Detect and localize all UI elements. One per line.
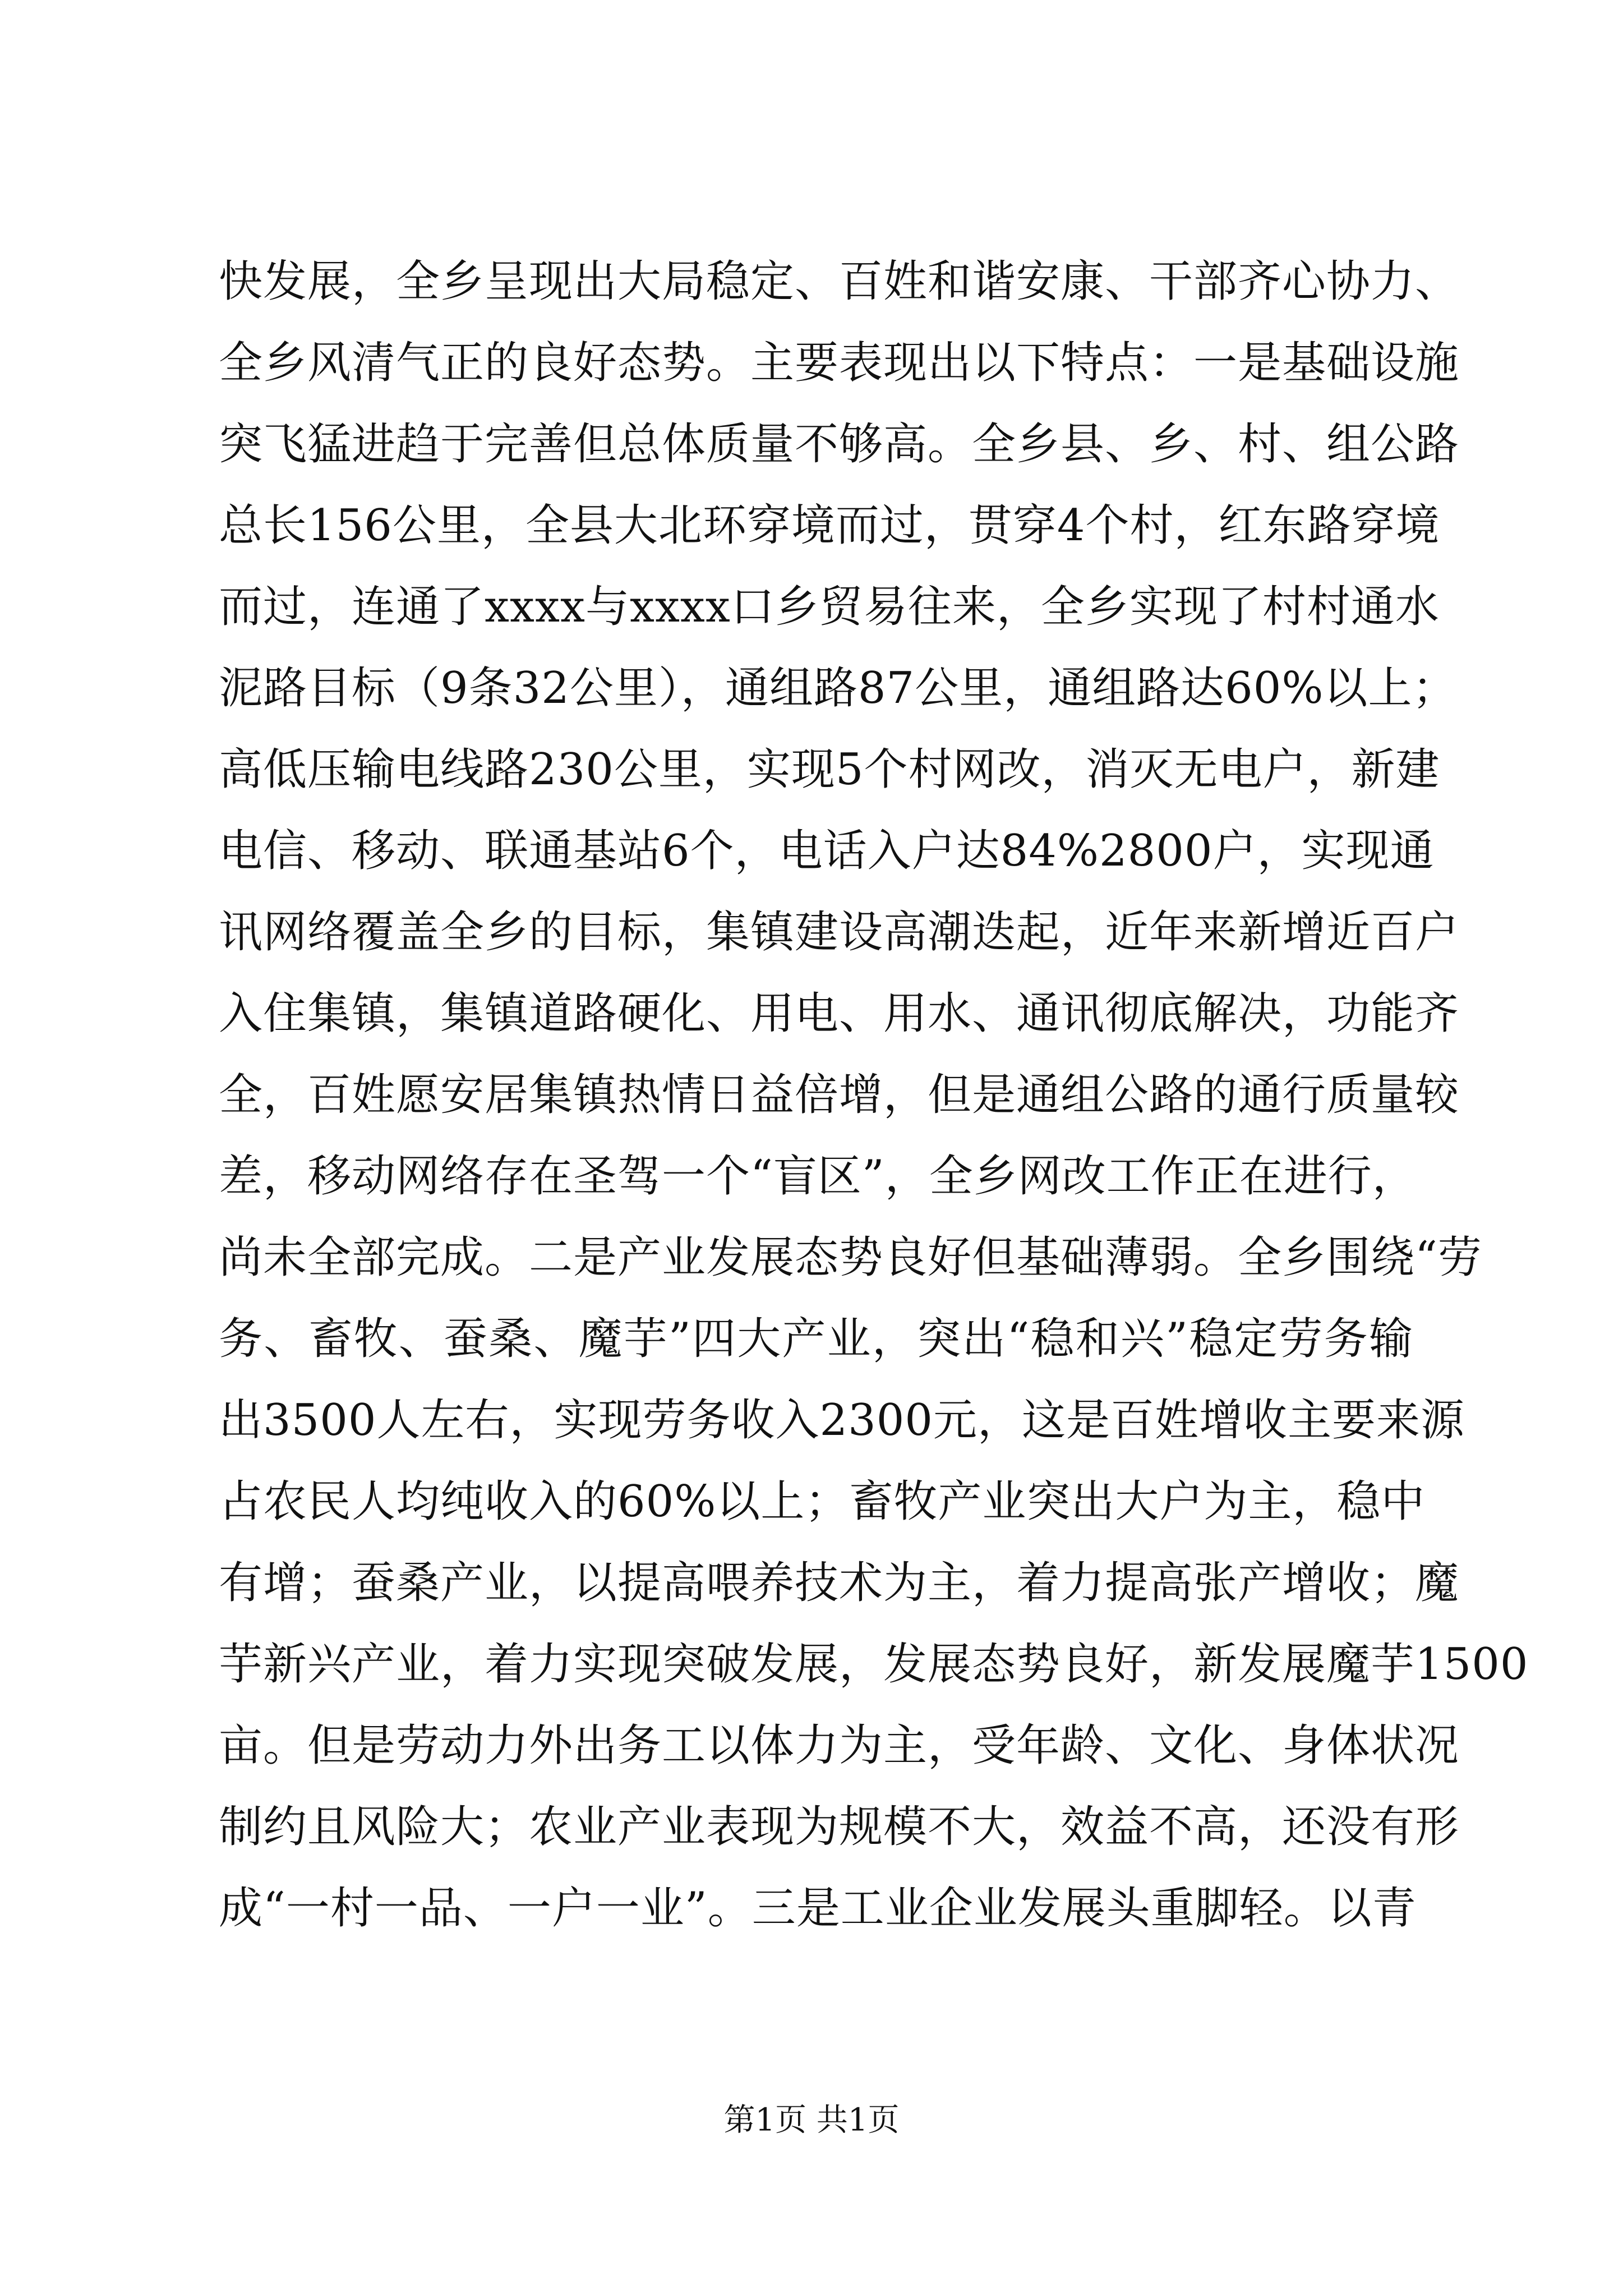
text-line: 制约且风险大；农业产业表现为规模不大，效益不高，还没有形 [219, 1802, 1460, 1852]
text-line: 快发展，全乡呈现出大局稳定、百姓和谐安康、干部齐心协力、 [219, 256, 1460, 307]
text-line: 突飞猛进趋于完善但总体质量不够高。全乡县、乡、村、组公路 [219, 419, 1460, 470]
text-line: 总长156公里，全县大北环穿境而过，贯穿4个村，红东路穿境 [219, 500, 1440, 551]
body-text [219, 241, 1529, 1949]
page-footer [0, 2098, 1623, 2143]
text-line: 亩。但是劳动力外出务工以体力为主，受年龄、文化、身体状况 [219, 1720, 1460, 1771]
text-line: 全，百姓愿安居集镇热情日益倍增，但是通组公路的通行质量较 [219, 1070, 1460, 1120]
page-number-label: 第1页 共1页 [723, 2102, 900, 2138]
text-line: 占农民人均纯收入的60%以上；畜牧产业突出大户为主，稳中 [219, 1476, 1426, 1527]
text-line: 出3500人左右，实现劳务收入2300元，这是百姓增收主要来源 [219, 1395, 1465, 1446]
text-line: 入住集镇，集镇道路硬化、用电、用水、通讯彻底解决，功能齐 [219, 988, 1460, 1039]
text-line: 而过，连通了xxxx与xxxx口乡贸易往来，全乡实现了村村通水 [219, 582, 1440, 632]
text-line: 务、畜牧、蚕桑、魔芋”四大产业，突出“稳和兴”稳定劳务输 [219, 1314, 1413, 1364]
text-line: 高低压输电线路230公里，实现5个村网改，消灭无电户，新建 [219, 744, 1440, 795]
text-line: 差，移动网络存在圣驾一个“盲区”，全乡网改工作正在进行， [219, 1151, 1417, 1202]
text-line: 成“一村一品、一户一业”。三是工业企业发展头重脚轻。以青 [219, 1883, 1417, 1934]
text-line: 泥路目标（9条32公里），通组路87公里，通组路达60%以上； [219, 663, 1457, 714]
text-line: 有增；蚕桑产业，以提高喂养技术为主，着力提高张产增收；魔 [219, 1558, 1460, 1608]
text-line: 讯网络覆盖全乡的目标，集镇建设高潮迭起，近年来新增近百户 [219, 907, 1460, 958]
text-line: 全乡风清气正的良好态势。主要表现出以下特点：一是基础设施 [219, 338, 1460, 388]
text-line: 尚未全部完成。二是产业发展态势良好但基础薄弱。全乡围绕“劳 [219, 1232, 1482, 1283]
text-line: 芋新兴产业，着力实现突破发展，发展态势良好，新发展魔芋1500 [219, 1639, 1529, 1690]
text-line: 电信、移动、联通基站6个，电话入户达84%2800户，实现通 [219, 826, 1435, 876]
